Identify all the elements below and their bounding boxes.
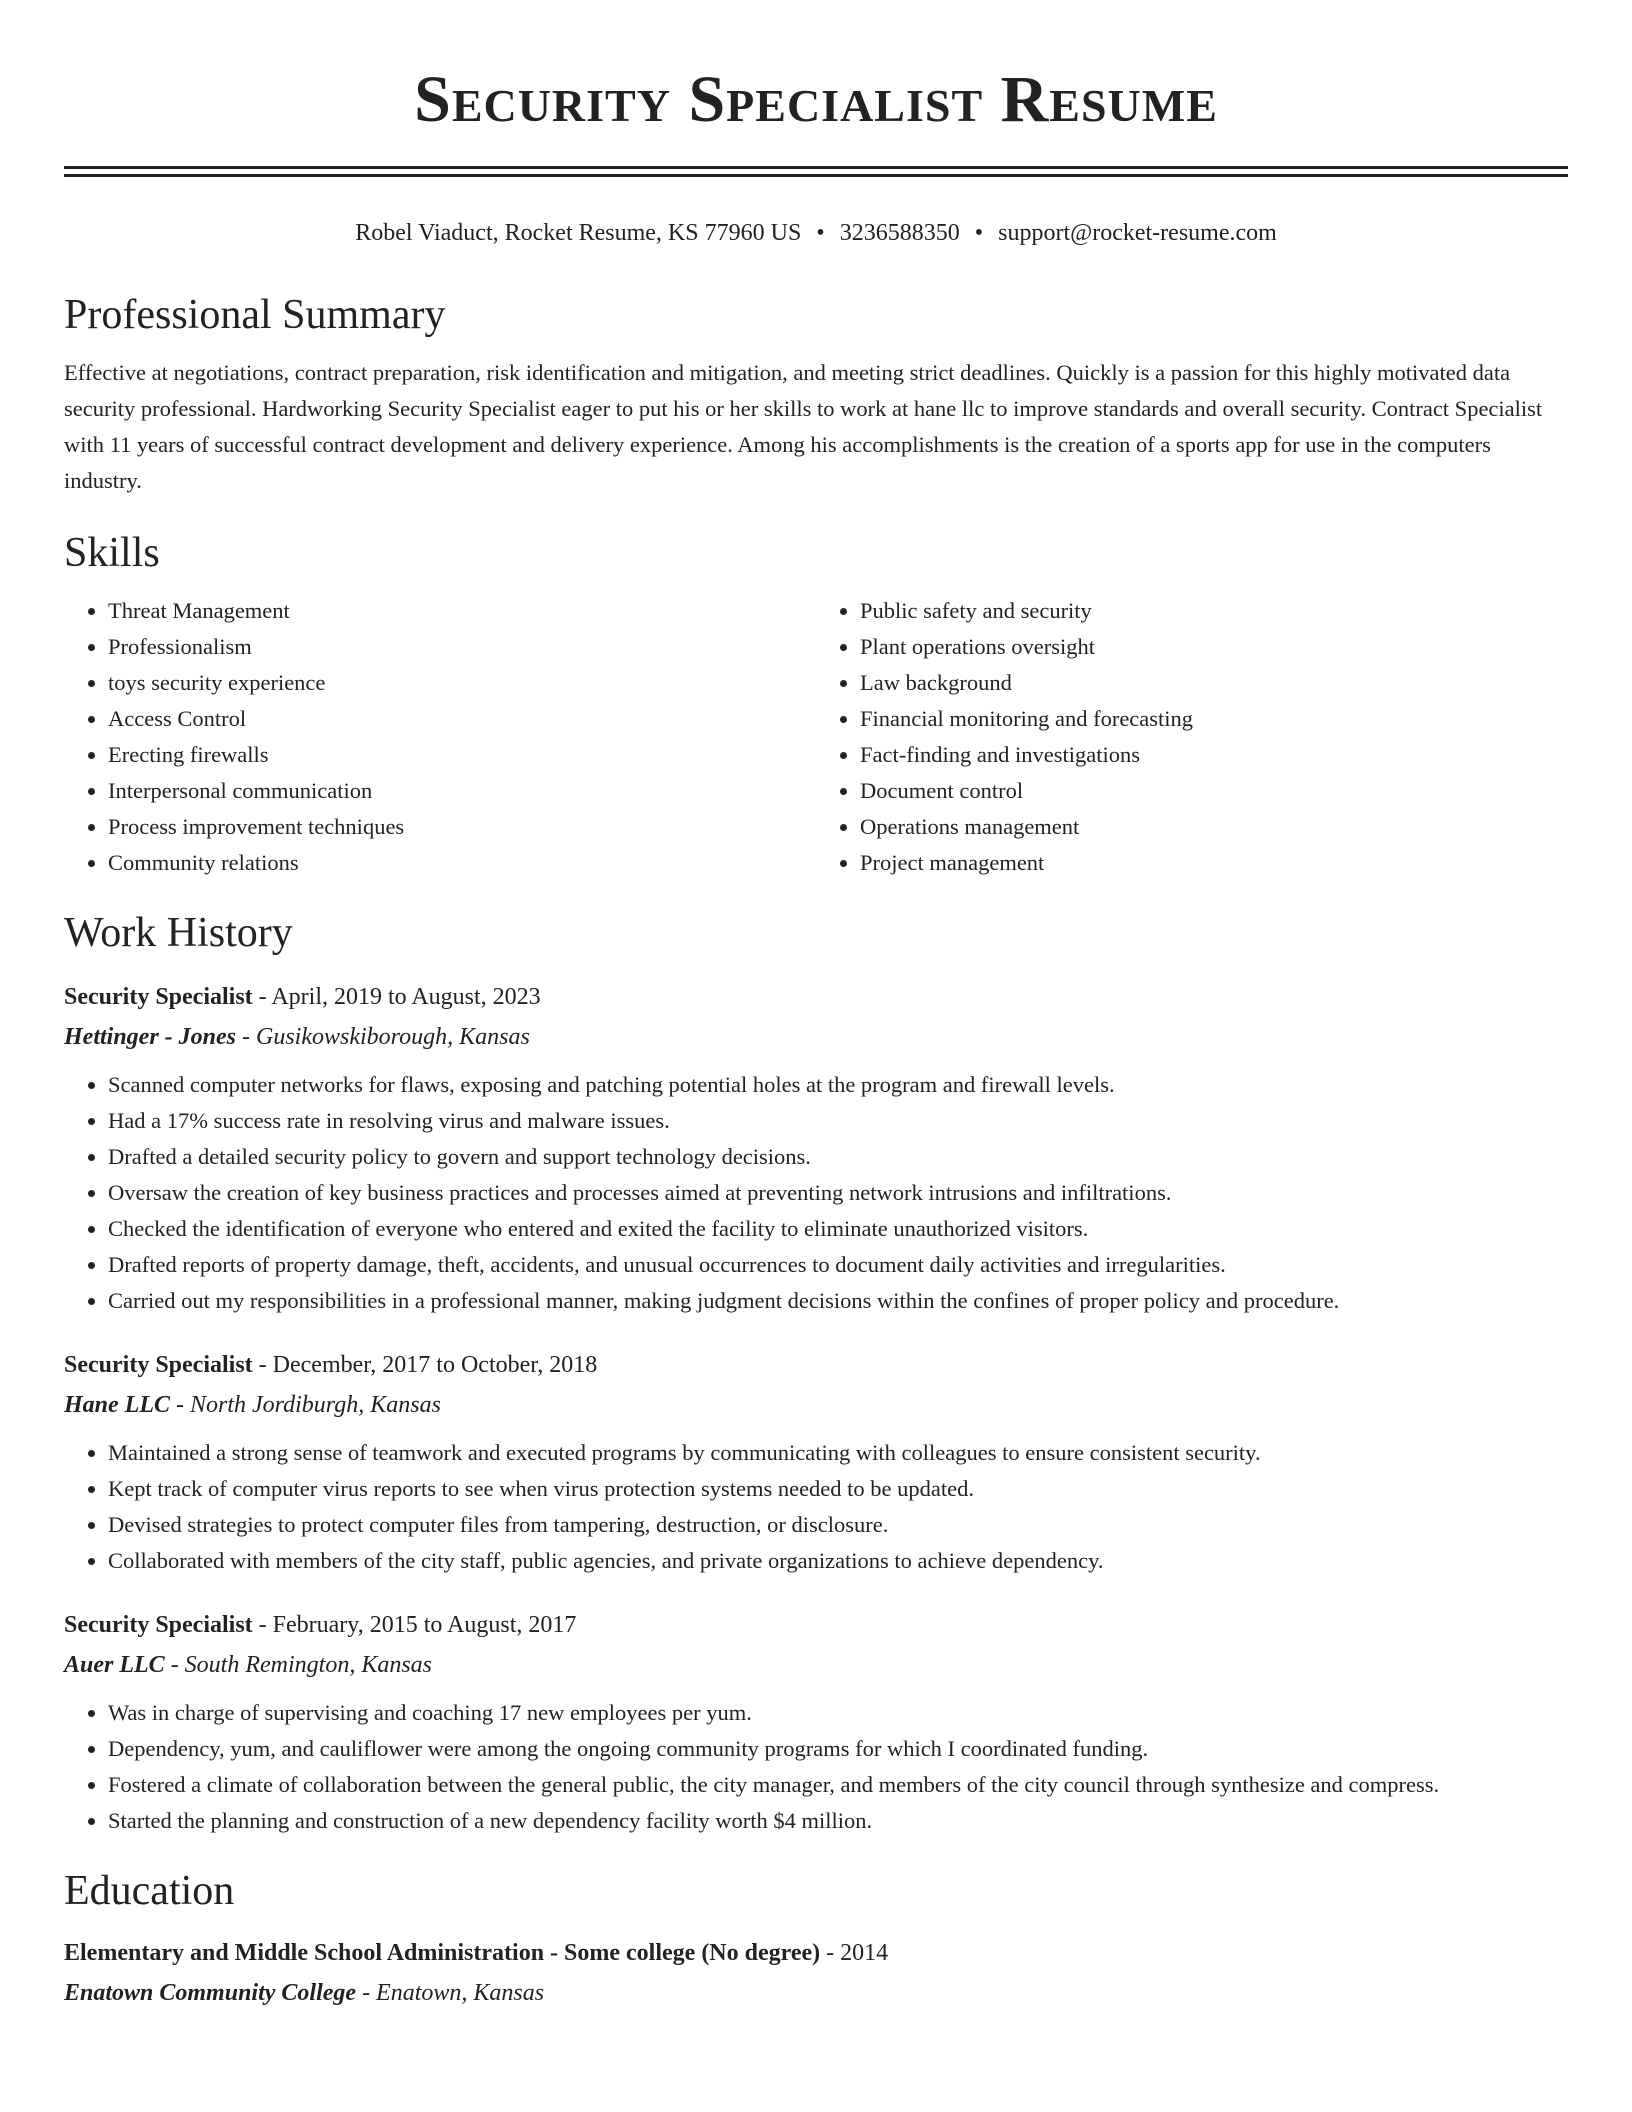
- skills-columns: [64, 593, 1568, 881]
- skill-item: • Interpersonal communication: [108, 773, 816, 809]
- job-title: Security Specialist: [64, 984, 253, 1010]
- job-bullets: [64, 1435, 1568, 1579]
- degree-line: [64, 1933, 1568, 1973]
- company-line: [64, 1645, 1568, 1685]
- skill-item: • Public safety and security: [860, 593, 1568, 629]
- company-location: - South Remington, Kansas: [164, 1652, 433, 1678]
- company-name: Hane LLC: [64, 1392, 170, 1418]
- job-entry: [64, 977, 1568, 1319]
- work-history-heading: Work History: [64, 910, 293, 956]
- company-name: Hettinger - Jones: [64, 1024, 236, 1050]
- contact-line: [64, 217, 1568, 249]
- job-bullets: [64, 1695, 1568, 1839]
- job-bullet: • Carried out my responsibilities in a professional manner, making judgment decisions within the confines of proper policy and procedure.: [108, 1283, 1568, 1319]
- contact-address: Robel Viaduct, Rocket Resume, KS 77960 US: [355, 220, 802, 246]
- contact-phone: 3236588350: [839, 220, 960, 246]
- skills-list-right: [816, 593, 1568, 881]
- job-bullets: [64, 1067, 1568, 1319]
- contact-email: support@rocket-resume.com: [998, 220, 1277, 246]
- title-double-rule: [64, 166, 1568, 177]
- contact-separator: •: [974, 220, 984, 246]
- job-title: Security Specialist: [64, 1612, 253, 1638]
- skill-item: • Fact-finding and investigations: [860, 737, 1568, 773]
- contact-separator: •: [816, 220, 825, 246]
- company-location: - Gusikowskiborough, Kansas: [236, 1024, 530, 1050]
- company-line: [64, 1017, 1568, 1057]
- job-bullet: • Maintained a strong sense of teamwork and executed programs by communicating with colleagues to ensure consistent security.: [108, 1435, 1568, 1471]
- skill-item: • Threat Management: [108, 593, 816, 629]
- job-dates: - December, 2017 to October, 2018: [252, 1352, 598, 1378]
- job-entry: [64, 1345, 1568, 1579]
- skill-item: • Erecting firewalls: [108, 737, 816, 773]
- skill-item: • Plant operations oversight: [860, 629, 1568, 665]
- job-bullet: • Kept track of computer virus reports to see when virus protection systems needed to be updated.: [108, 1471, 1568, 1507]
- skills-list-left: [64, 593, 816, 881]
- company-location: - North Jordiburgh, Kansas: [170, 1392, 441, 1418]
- company-line: [64, 1385, 1568, 1425]
- job-bullet: • Fostered a climate of collaboration between the general public, the city manager, and members of the city council through synthesize and compress.: [108, 1767, 1568, 1803]
- job-entry: [64, 1605, 1568, 1839]
- job-title: Security Specialist: [64, 1352, 253, 1378]
- skill-item: • Process improvement techniques: [108, 809, 816, 845]
- job-bullet: • Drafted reports of property damage, theft, accidents, and unusual occurrences to document daily activities and irregularities.: [108, 1247, 1568, 1283]
- job-bullet: • Had a 17% success rate in resolving virus and malware issues.: [108, 1103, 1568, 1139]
- school-line: [64, 1973, 1568, 2013]
- school-name: Enatown Community College: [64, 1980, 357, 2006]
- skill-item: • Professionalism: [108, 629, 816, 665]
- job-dates: - February, 2015 to August, 2017: [252, 1612, 577, 1638]
- school-location: - Enatown, Kansas: [356, 1980, 545, 2006]
- skill-item: • Financial monitoring and forecasting: [860, 701, 1568, 737]
- skill-item: • Community relations: [108, 845, 816, 881]
- job-bullet: • Scanned computer networks for flaws, exposing and patching potential holes at the program and firewall levels.: [108, 1067, 1568, 1103]
- skill-item: • toys security experience: [108, 665, 816, 701]
- skill-item: • Operations management: [860, 809, 1568, 845]
- job-title-line: [64, 977, 1568, 1017]
- job-bullet: • Devised strategies to protect computer files from tampering, destruction, or disclosure.: [108, 1507, 1568, 1543]
- summary-text: Effective at negotiations, contract preparation, risk identification and mitigation, and meeting strict deadlines. Quickly is a passion for this highly motivated data security professional. Hardworking Security Specialist eager to put his or her skills to work at hane llc to improve standards and overall security. Contract Specialist with 11 years of successful contract development and delivery experience. Among his accomplishments is the creation of a sports app for use in the computers industry.: [64, 360, 1543, 493]
- degree-name: Elementary and Middle School Administration - Some college (No degree): [64, 1940, 821, 1966]
- skill-item: • Law background: [860, 665, 1568, 701]
- job-bullet: • Oversaw the creation of key business practices and processes aimed at preventing network intrusions and infiltrations.: [108, 1175, 1568, 1211]
- job-bullet: • Dependency, yum, and cauliflower were among the ongoing community programs for which I coordinated funding.: [108, 1731, 1568, 1767]
- skill-item: • Project management: [860, 845, 1568, 881]
- skill-item: • Access Control: [108, 701, 816, 737]
- job-bullet: • Drafted a detailed security policy to govern and support technology decisions.: [108, 1139, 1568, 1175]
- job-dates: - April, 2019 to August, 2023: [252, 984, 541, 1010]
- skills-heading: Skills: [64, 530, 160, 576]
- degree-year: - 2014: [820, 1940, 889, 1966]
- education-entry: [64, 1933, 1568, 2013]
- summary-heading: Professional Summary: [64, 292, 446, 338]
- resume-title: Security Specialist Resume: [414, 63, 1218, 136]
- education-heading: Education: [64, 1868, 235, 1914]
- job-title-line: [64, 1605, 1568, 1645]
- skill-item: • Document control: [860, 773, 1568, 809]
- job-title-line: [64, 1345, 1568, 1385]
- job-bullet: • Checked the identification of everyone who entered and exited the facility to eliminate unauthorized visitors.: [108, 1211, 1568, 1247]
- job-bullet: • Started the planning and construction of a new dependency facility worth $4 million.: [108, 1803, 1568, 1839]
- company-name: Auer LLC: [64, 1652, 165, 1678]
- job-bullet: • Collaborated with members of the city staff, public agencies, and private organizations to achieve dependency.: [108, 1543, 1568, 1579]
- job-bullet: • Was in charge of supervising and coaching 17 new employees per yum.: [108, 1695, 1568, 1731]
